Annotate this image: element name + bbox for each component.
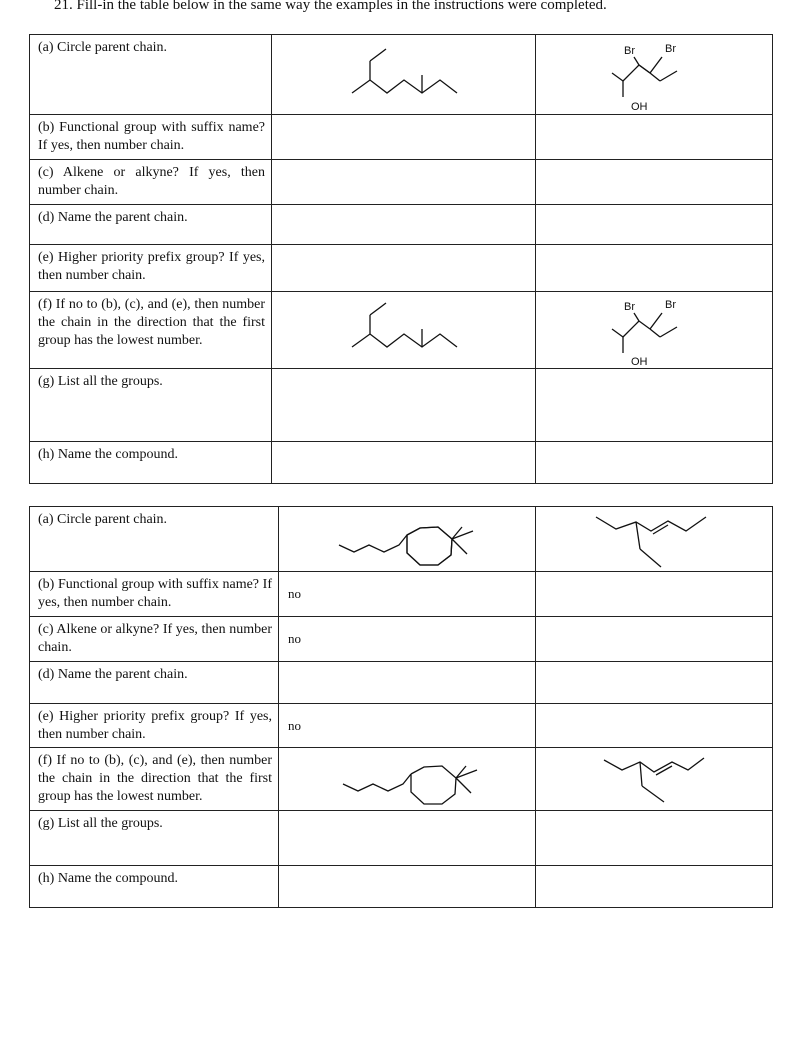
answer-cell[interactable] (272, 115, 536, 160)
answer-cell[interactable] (536, 160, 773, 205)
answer-cell[interactable] (272, 442, 536, 484)
row-label: (g) List all the groups. (30, 811, 279, 866)
table-row (30, 617, 773, 662)
row-label: (h) Name the compound. (30, 442, 272, 484)
worksheet-table-2 (29, 506, 773, 908)
structure-cell[interactable] (279, 748, 536, 811)
atom-label-oh: OH (631, 356, 648, 368)
table-row (30, 292, 773, 369)
table-row (30, 245, 773, 292)
row-label: (a) Circle parent chain. (30, 507, 279, 572)
answer-cell[interactable] (536, 205, 773, 245)
table-row (30, 748, 773, 811)
answer-cell[interactable] (279, 662, 536, 704)
row-label: (f) If no to (b), (c), and (e), then number the chain in the direction that the first group has the lowest number. (30, 748, 279, 811)
answer-cell[interactable] (536, 245, 773, 292)
worksheet-table-1 (29, 34, 773, 484)
structure-cell[interactable] (536, 507, 773, 572)
answer-cell[interactable] (272, 205, 536, 245)
row-label: (e) Higher priority prefix group? If yes, then number chain. (30, 704, 279, 748)
answer-cell[interactable]: no (279, 572, 536, 617)
table-row (30, 115, 773, 160)
row-label: (b) Functional group with suffix name? If yes, then number chain. (30, 115, 272, 160)
table-row (30, 662, 773, 704)
molecule-dibromo-alcohol-structure (536, 292, 773, 369)
atom-label-br: Br (624, 301, 635, 313)
table-row (30, 572, 773, 617)
molecule-branched-alkane-structure (272, 292, 536, 369)
table-row (30, 369, 773, 442)
answer-cell[interactable] (536, 617, 773, 662)
answer-cell[interactable] (279, 866, 536, 908)
structure-cell[interactable] (536, 748, 773, 811)
table-row (30, 35, 773, 115)
atom-label-oh: OH (631, 101, 648, 113)
answer-cell[interactable] (536, 811, 773, 866)
atom-label-br: Br (665, 43, 676, 55)
answer-cell[interactable] (536, 115, 773, 160)
structure-cell[interactable] (272, 292, 536, 369)
row-label: (f) If no to (b), (c), and (e), then number the chain in the direction that the first group has the lowest number. (30, 292, 272, 369)
molecule-branched-alkane-structure (272, 35, 536, 115)
molecule-alkene-structure (536, 748, 773, 811)
table-row (30, 442, 773, 484)
structure-cell[interactable] (272, 35, 536, 115)
answer-cell[interactable] (279, 811, 536, 866)
answer-cell[interactable]: no (279, 617, 536, 662)
row-label: (d) Name the parent chain. (30, 205, 272, 245)
molecule-cycloheptane-structure (279, 748, 536, 811)
structure-cell[interactable] (536, 35, 773, 115)
answer-cell[interactable] (536, 662, 773, 704)
row-label: (g) List all the groups. (30, 369, 272, 442)
table-row (30, 507, 773, 572)
table-row (30, 811, 773, 866)
row-label: (e) Higher priority prefix group? If yes, then number chain. (30, 245, 272, 292)
question-title: 21. Fill-in the table below in the same way the examples in the instructions were completed. (54, 0, 607, 13)
row-label: (c) Alkene or alkyne? If yes, then number chain. (30, 617, 279, 662)
atom-label-br: Br (624, 45, 635, 57)
molecule-alkene-structure (536, 507, 773, 572)
row-label: (b) Functional group with suffix name? If yes, then number chain. (30, 572, 279, 617)
atom-label-br: Br (665, 299, 676, 311)
table-row (30, 160, 773, 205)
structure-cell[interactable] (536, 292, 773, 369)
molecule-dibromo-alcohol-structure (536, 35, 773, 115)
answer-cell[interactable] (272, 245, 536, 292)
row-label: (h) Name the compound. (30, 866, 279, 908)
answer-cell[interactable] (536, 866, 773, 908)
answer-cell[interactable] (272, 369, 536, 442)
answer-cell[interactable] (536, 572, 773, 617)
table-row (30, 866, 773, 908)
row-label: (c) Alkene or alkyne? If yes, then number chain. (30, 160, 272, 205)
answer-cell[interactable] (536, 442, 773, 484)
table-row (30, 205, 773, 245)
answer-cell[interactable] (272, 160, 536, 205)
structure-cell[interactable] (279, 507, 536, 572)
row-label: (d) Name the parent chain. (30, 662, 279, 704)
answer-cell[interactable]: no (279, 704, 536, 748)
answer-cell[interactable] (536, 704, 773, 748)
row-label: (a) Circle parent chain. (30, 35, 272, 115)
answer-cell[interactable] (536, 369, 773, 442)
molecule-cycloheptane-structure (279, 507, 536, 572)
table-row (30, 704, 773, 748)
